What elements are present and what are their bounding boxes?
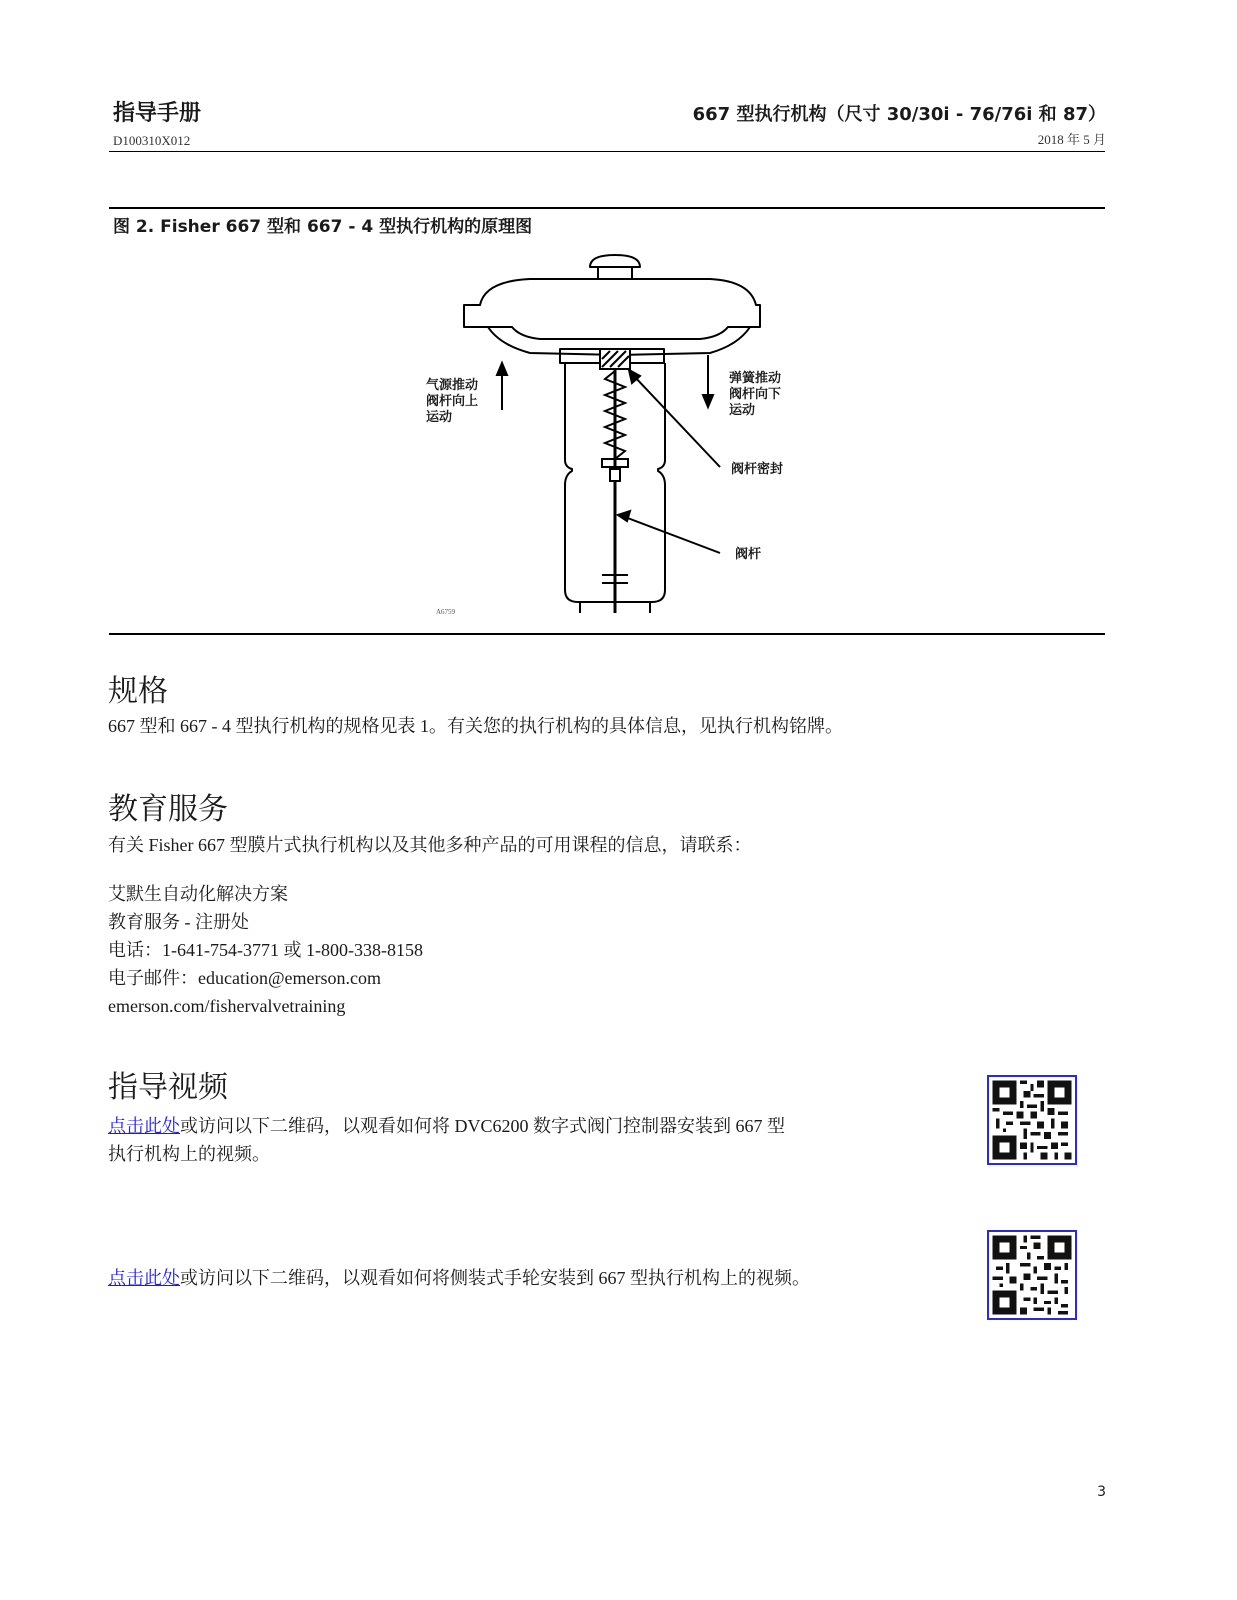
figure-caption: 图 2. Fisher 667 型和 667 - 4 型执行机构的原理图 <box>113 217 533 237</box>
video-1-text-cont: 执行机构上的视频。 <box>108 1144 270 1164</box>
air-up-label: 气源推动 阀杆向上 运动 <box>426 378 479 425</box>
diaphragm <box>488 327 750 339</box>
manual-type-title: 指导手册 <box>113 101 202 126</box>
actuator-schematic-diagram <box>420 245 840 625</box>
video-item-1 <box>108 1112 868 1168</box>
stem-seal-leader <box>633 375 720 467</box>
videos-heading: 指导视频 <box>108 1070 228 1105</box>
air-up-arrow-head <box>497 363 507 375</box>
contact-org: 艾默生自动化解决方案 <box>108 884 288 904</box>
diaphragm-casing <box>464 279 760 355</box>
video-2-text: 或访问以下二维码，以观看如何将侧装式手轮安装到 667 型执行机构上的视频。 <box>180 1268 810 1288</box>
document-code: D100310X012 <box>113 133 191 148</box>
vent-cap-stem <box>598 267 632 279</box>
stem-connector <box>610 469 620 481</box>
contact-phone: 电话：1-641-754-3771 或 1-800-338-8158 <box>108 940 423 960</box>
education-contact <box>108 880 423 1020</box>
video-2-link[interactable]: 点击此处 <box>108 1268 180 1288</box>
education-intro: 有关 Fisher 667 型膜片式执行机构以及其他多种产品的可用课程的信息，请联系： <box>108 835 752 855</box>
contact-url[interactable]: emerson.com/fishervalvetraining <box>108 996 346 1016</box>
stem-seal <box>600 349 630 369</box>
education-heading: 教育服务 <box>108 792 228 827</box>
contact-dept: 教育服务 - 注册处 <box>108 912 249 932</box>
contact-email[interactable]: 电子邮件：education@emerson.com <box>108 968 382 988</box>
page-number: 3 <box>1097 1484 1106 1500</box>
document-date: 2018 年 5 月 <box>1037 132 1106 147</box>
document-title: 667 型执行机构（尺寸 30/30i - 76/76i 和 87） <box>692 104 1106 125</box>
figure-top-rule <box>109 207 1105 209</box>
drawing-id: A6759 <box>436 608 456 616</box>
figure-bottom-rule <box>109 633 1105 635</box>
vent-cap <box>590 255 640 267</box>
video-item-2 <box>108 1264 908 1292</box>
stem-leader <box>625 517 720 553</box>
video-1-text: 或访问以下二维码，以观看如何将 DVC6200 数字式阀门控制器安装到 667 型 <box>180 1116 786 1136</box>
stem-seal-label: 阀杆密封 <box>731 462 784 477</box>
stem-label: 阀杆 <box>735 547 762 562</box>
stem-leader-head <box>618 511 630 521</box>
spring-down-arrow-head <box>703 395 713 407</box>
video-1-link[interactable]: 点击此处 <box>108 1116 180 1136</box>
video-2-qr-code[interactable] <box>987 1230 1077 1320</box>
spring-down-label: 弹簧推动 阀杆向下 运动 <box>729 371 782 418</box>
video-1-qr-code[interactable] <box>987 1075 1077 1165</box>
spec-text: 667 型和 667 - 4 型执行机构的规格见表 1。有关您的执行机构的具体信息，见执行机构铭牌。 <box>108 716 843 736</box>
header-divider <box>109 151 1105 152</box>
spec-heading: 规格 <box>108 674 168 709</box>
